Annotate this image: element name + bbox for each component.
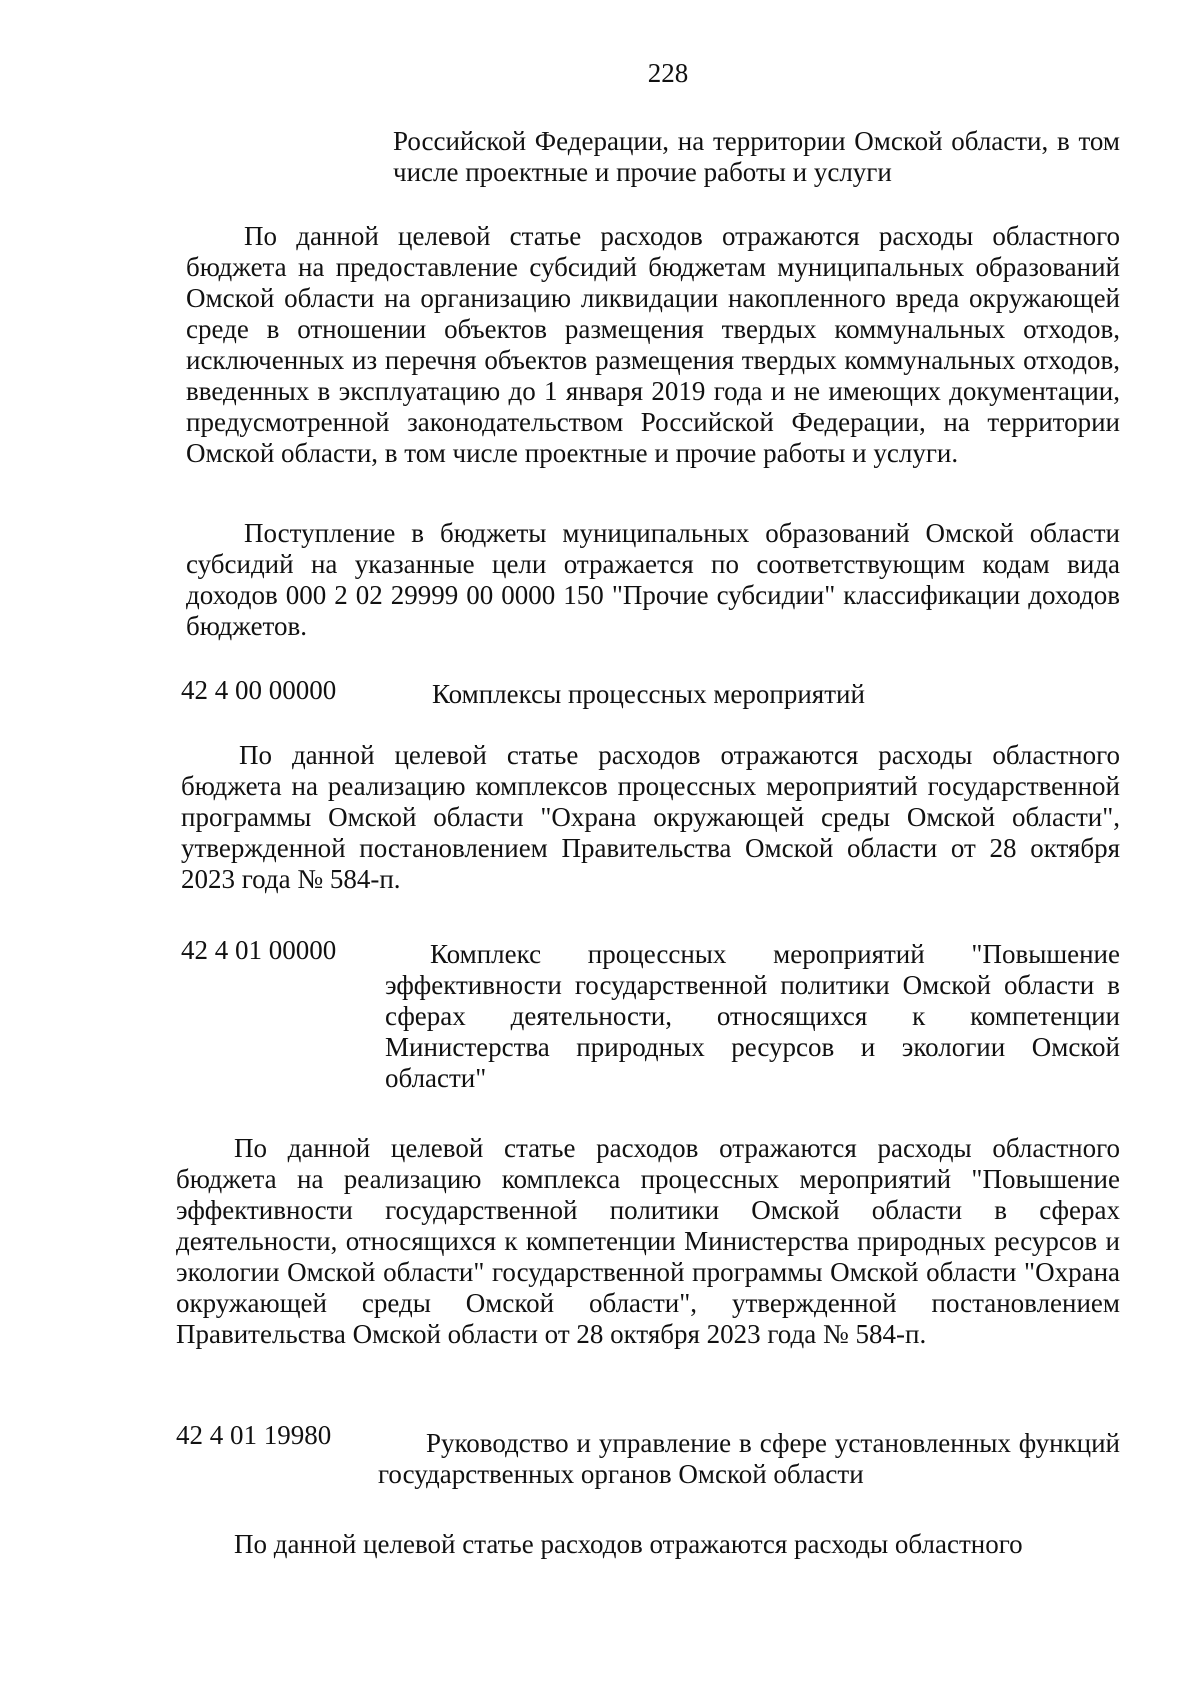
- intro-title: Российской Федерации, на территории Омской области, в том числе проектные и прочие работы и услуги: [393, 126, 1120, 187]
- paragraph-subsidies: По данной целевой статье расходов отражаются расходы областного бюджета на предоставление субсидий бюджетам муниципальных образований Омской области на организацию ликвидации накопленного вреда окружающей среде в отношении объектов размещения твердых коммунальных отходов, исключенных из перечня объектов размещения твердых коммунальных отходов, введенных в эксплуатацию до 1 января 2019 года и не имеющих документации, предусмотренной законодательством Российской Федерации, на территории Омской области, в том числе проектные и прочие работы и услуги.: [186, 221, 1120, 468]
- section-title: Комплексы процессных мероприятий: [432, 679, 865, 709]
- section-code: 42 4 00 00000: [181, 675, 337, 705]
- section-code: 42 4 01 19980: [176, 1420, 332, 1450]
- section-paragraph: По данной целевой статье расходов отражаются расходы областного: [234, 1529, 1023, 1559]
- section-paragraph: По данной целевой статье расходов отражаются расходы областного бюджета на реализацию комплекса процессных мероприятий "Повышение эффективности государственной политики Омской области в сферах деятельности, относящихся к компетенции Министерства природных ресурсов и экологии Омской области" государственной программы Омской области "Охрана окружающей среды Омской области", утвержденной постановлением Правительства Омской области от 28 октября 2023 года № 584-п.: [176, 1133, 1120, 1349]
- section-title: Руководство и управление в сфере установленных функций государственных органов Омской области: [378, 1428, 1120, 1489]
- section-title: Комплекс процессных мероприятий "Повышение эффективности государственной политики Омской области в сферах деятельности, относящихся к компетенции Министерства природных ресурсов и экологии Омской области": [385, 939, 1120, 1093]
- section-code: 42 4 01 00000: [181, 935, 337, 965]
- section-paragraph: По данной целевой статье расходов отражаются расходы областного бюджета на реализацию комплексов процессных мероприятий государственной программы Омской области "Охрана окружающей среды Омской области", утвержденной постановлением Правительства Омской области от 28 октября 2023 года № 584-п.: [181, 740, 1120, 894]
- paragraph-income-codes: Поступление в бюджеты муниципальных образований Омской области субсидий на указанные цели отражается по соответствующим кодам вида доходов 000 2 02 29999 00 0000 150 "Прочие субсидии" классификации доходов бюджетов.: [186, 518, 1120, 641]
- page-number: 228: [647, 58, 689, 88]
